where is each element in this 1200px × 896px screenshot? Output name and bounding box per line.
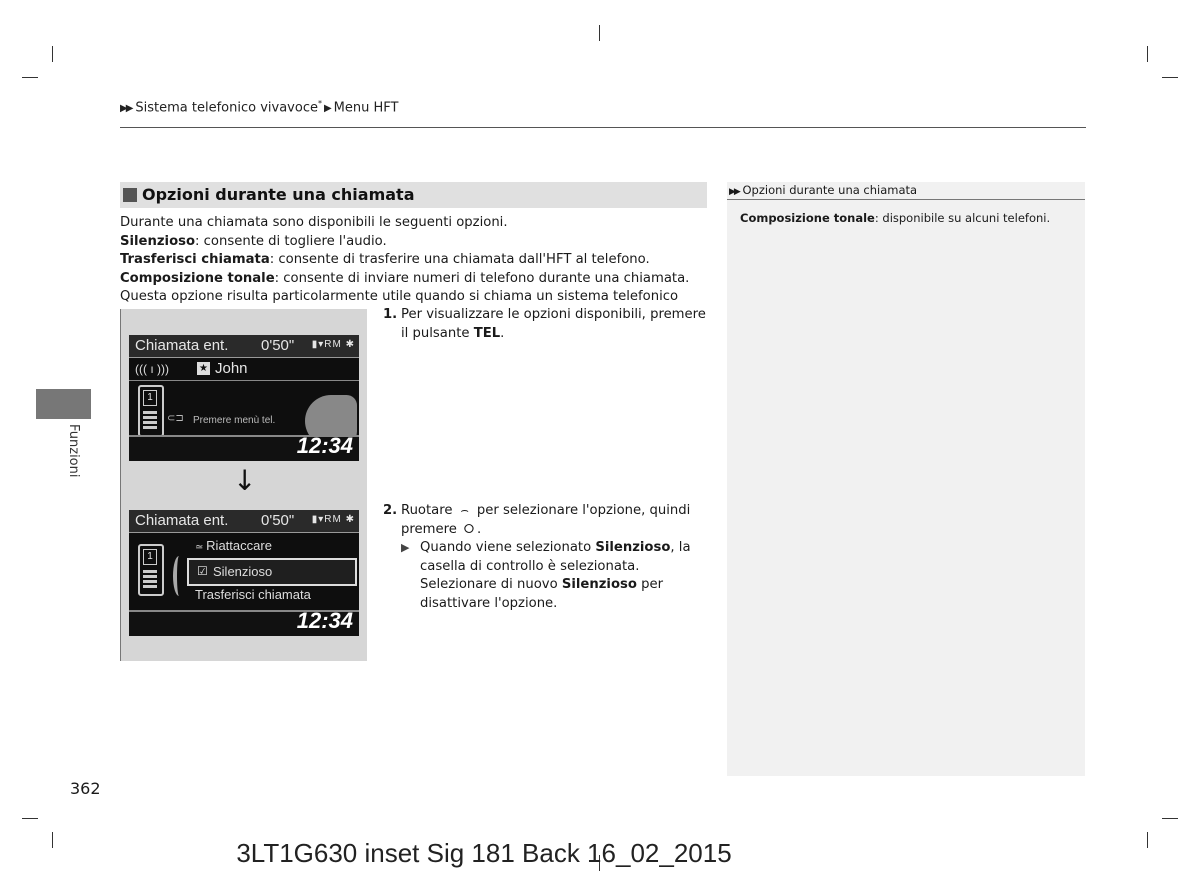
chapter-tab-label: Funzioni xyxy=(66,424,81,478)
clock: 12:34 xyxy=(296,433,353,458)
call-duration: 0'50" xyxy=(261,337,295,354)
step-text-part: . xyxy=(500,325,505,341)
step-text xyxy=(401,306,708,343)
breadcrumb xyxy=(120,99,398,115)
crop-mark xyxy=(599,25,600,41)
page-number: 362 xyxy=(70,779,101,798)
call-duration: 0'50" xyxy=(261,512,295,529)
square-bullet-icon xyxy=(123,188,137,202)
crop-mark xyxy=(1162,818,1178,819)
press-knob-icon: ⭘ xyxy=(463,521,475,537)
crop-mark xyxy=(1147,832,1148,848)
breadcrumb-item[interactable]: Menu HFT xyxy=(333,100,399,116)
step-2 xyxy=(383,502,708,614)
section-heading xyxy=(120,182,707,208)
signal-icon: ((( ı ))) xyxy=(135,362,169,376)
print-footer-code: 3LT1G630 inset Sig 181 Back 16_02_2015 xyxy=(236,838,732,868)
result-text-part: Quando viene selezionato xyxy=(420,540,596,556)
result-text-part: per disattivare l'opzione. xyxy=(420,577,664,611)
clock: 12:34 xyxy=(296,608,353,633)
double-chevron-icon: ▶▶ xyxy=(729,187,739,197)
screen-illustration xyxy=(120,309,367,661)
header-divider xyxy=(120,127,1086,128)
option-desc: : consente di togliere l'audio. xyxy=(195,233,387,249)
triangle-icon: ▶ xyxy=(323,103,330,115)
option-label: Riattaccare xyxy=(206,538,272,553)
hint-text: Premere menù tel. xyxy=(193,415,276,426)
hangup-icon: ≃ xyxy=(195,542,207,553)
option-item[interactable] xyxy=(195,538,272,553)
result-term: Silenzioso xyxy=(595,540,671,556)
triangle-bullet-icon: ▶ xyxy=(401,541,410,555)
phone-icon: 1 xyxy=(138,544,164,596)
down-arrow-icon: ↓ xyxy=(233,464,257,497)
option-term: Trasferisci chiamata xyxy=(120,252,270,268)
side-note-title[interactable]: Opzioni durante una chiamata xyxy=(742,183,918,197)
status-bar xyxy=(129,510,359,533)
crop-mark xyxy=(1162,77,1178,78)
side-note-text xyxy=(740,211,1050,225)
side-note-desc: : disponibile su alcuni telefoni. xyxy=(874,211,1051,225)
side-note-panel xyxy=(727,182,1085,776)
step-text-part: Per visualizzare le opzioni disponibili, premere il pulsante xyxy=(401,307,706,341)
tel-button-label: TEL xyxy=(473,325,501,341)
star-icon: ★ xyxy=(197,362,210,375)
checkbox-icon: ☑ xyxy=(197,564,208,578)
footnote-mark: * xyxy=(317,99,322,108)
screen-title: Chiamata ent. xyxy=(135,512,229,529)
chapter-tab[interactable] xyxy=(36,389,91,419)
step-text-part: Ruotare xyxy=(401,503,457,518)
step-2-result xyxy=(401,539,708,613)
step-number: 2. xyxy=(383,503,398,518)
option-item xyxy=(120,251,710,270)
crop-mark xyxy=(1147,46,1148,62)
option-item xyxy=(120,233,710,252)
option-label: Silenzioso xyxy=(213,564,273,579)
crop-mark xyxy=(52,46,53,62)
status-icons: ▮▾RM ✱ xyxy=(311,514,355,525)
phone-screen-incoming xyxy=(129,335,359,461)
side-note-heading xyxy=(727,182,1085,200)
option-term: Composizione tonale xyxy=(120,270,275,286)
step-1 xyxy=(383,306,708,343)
status-icons: ▮▾RM ✱ xyxy=(311,339,355,350)
section-title: Opzioni durante una chiamata xyxy=(142,185,415,204)
crop-mark xyxy=(22,77,38,78)
step-text-part: . xyxy=(477,521,482,537)
breadcrumb-item[interactable]: Sistema telefonico vivavoce xyxy=(135,100,318,116)
rotate-knob-icon: ⌢ xyxy=(460,503,470,518)
phone-screen-options xyxy=(129,510,359,636)
phone-icon: 1 xyxy=(138,385,164,437)
crop-mark xyxy=(22,818,38,819)
step-text xyxy=(401,502,708,539)
double-triangle-icon: ▶▶ xyxy=(120,103,132,115)
result-text-part: , la casella di controllo è selezionata. Selezionare di nuovo xyxy=(420,540,691,593)
option-desc: : consente di trasferire una chiamata dall'HFT al telefono. xyxy=(269,252,650,268)
caller-name: John xyxy=(215,360,248,377)
divider xyxy=(129,380,359,381)
side-note-term: Composizione tonale xyxy=(740,211,875,225)
scroll-arc-icon xyxy=(173,556,185,596)
step-text-part: per selezionare l'opzione, quindi premere xyxy=(401,503,691,537)
status-bar xyxy=(129,335,359,358)
option-desc: : consente di inviare numeri di telefono durante una chiamata. Questa opzione risulta particolarmente utile quando si chiama un sistema telefonico xyxy=(120,270,690,305)
option-item-selected[interactable] xyxy=(187,558,357,586)
plug-icon: ⊂⊐ xyxy=(167,413,184,424)
intro-text: Durante una chiamata sono disponibili le seguenti opzioni. xyxy=(120,215,508,230)
screen-title: Chiamata ent. xyxy=(135,337,229,354)
option-item[interactable]: Trasferisci chiamata xyxy=(195,587,311,602)
result-term: Silenzioso xyxy=(561,577,637,593)
option-term: Silenzioso xyxy=(120,233,196,249)
step-number: 1. xyxy=(383,307,398,322)
